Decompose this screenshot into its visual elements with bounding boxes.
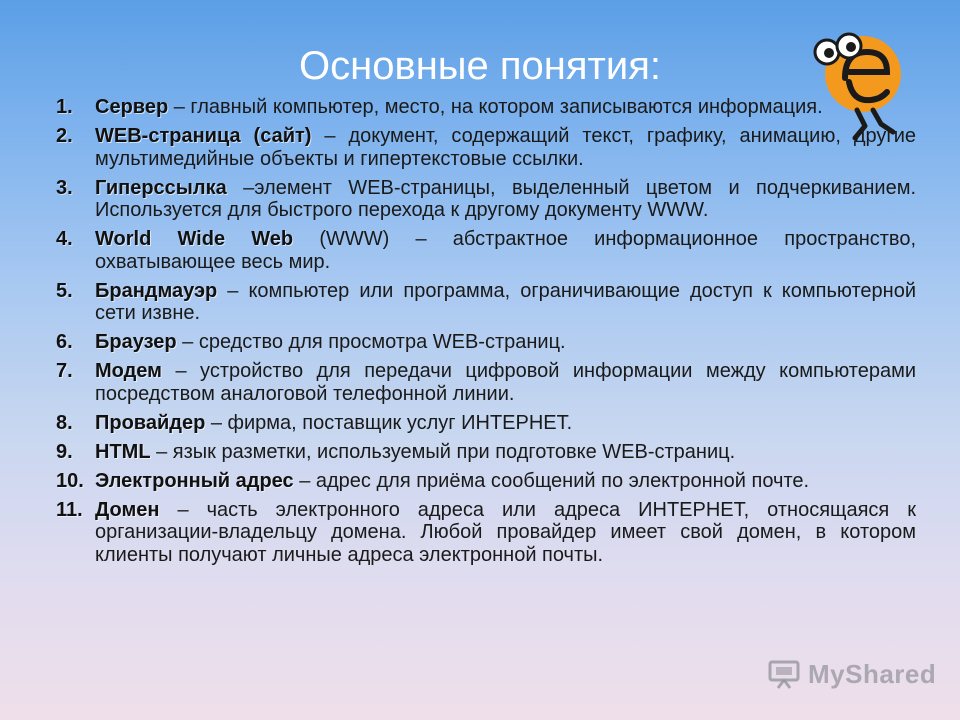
item-definition: – средство для просмотра WEB-страниц. [176, 331, 566, 353]
item-definition: – адрес для приёма сообщений по электронной почте. [293, 469, 810, 492]
item-term: Гиперссылка [95, 176, 227, 199]
item-term: Браузер [95, 331, 177, 353]
item-definition: – документ, содержащий текст, графику, анимацию, другие мультимедийные объекты и гипертекстовые ссылки. [95, 125, 916, 170]
item-number: 10. [56, 469, 84, 492]
item-number: 8. [56, 411, 73, 434]
item-term: Модем [95, 360, 162, 382]
item-term: Провайдер [95, 411, 206, 434]
list-item [56, 499, 916, 567]
item-number: 4. [56, 228, 73, 250]
item-number: 5. [56, 279, 73, 302]
item-term: WEB-страница (сайт) [95, 125, 312, 147]
slide-title: Основные понятия: [299, 44, 661, 88]
list-item [56, 280, 916, 325]
list-item [56, 441, 916, 464]
item-definition: – часть электронного адреса или адреса ИНТЕРНЕТ, относящаяся к организации-владельцу домена. Любой провайдер имеет свой домен, в котором клиенты получают личные адреса электронной почты. [95, 498, 916, 566]
item-term: Сервер [95, 96, 169, 118]
list-item [56, 228, 916, 273]
list-item [56, 331, 916, 354]
item-definition: – устройство для передачи цифровой информации между компьютерами посредством аналоговой телефонной линии. [95, 360, 916, 405]
item-number: 6. [56, 331, 73, 353]
item-term: World Wide Web [95, 228, 294, 250]
item-definition: – главный компьютер, место, на котором записываются информация. [168, 96, 823, 118]
presentation-icon [768, 658, 802, 690]
item-number: 1. [56, 96, 73, 118]
item-number: 3. [56, 176, 73, 199]
item-definition: – язык разметки, используемый при подготовке WEB-страниц. [150, 440, 736, 463]
list-item [56, 412, 916, 435]
item-definition: –элемент WEB-страницы, выделенный цветом и подчеркиванием. Используется для быстрого перехода к другому документу WWW. [95, 176, 916, 221]
list-item [56, 96, 916, 119]
list-item [56, 470, 916, 493]
item-term: Брандмауэр [95, 279, 218, 302]
item-term: Домен [95, 498, 160, 521]
item-number: 2. [56, 125, 73, 147]
item-definition: – компьютер или программа, ограничивающие доступ к компьютерной сети извне. [95, 279, 916, 324]
list-item [56, 125, 916, 170]
list-item [56, 177, 916, 222]
item-number: 7. [56, 360, 73, 382]
definitions-list [56, 96, 916, 573]
item-definition: – фирма, поставщик услуг ИНТЕРНЕТ. [205, 411, 573, 434]
watermark [768, 656, 936, 692]
watermark-text: MyShared [808, 658, 937, 689]
item-term: Электронный адрес [95, 469, 294, 492]
item-number: 9. [56, 440, 73, 463]
item-term: HTML [95, 440, 151, 463]
item-definition: (WWW) – абстрактное информационное пространство, охватывающее весь мир. [95, 228, 917, 273]
item-number: 11. [56, 498, 83, 521]
list-item [56, 360, 916, 405]
